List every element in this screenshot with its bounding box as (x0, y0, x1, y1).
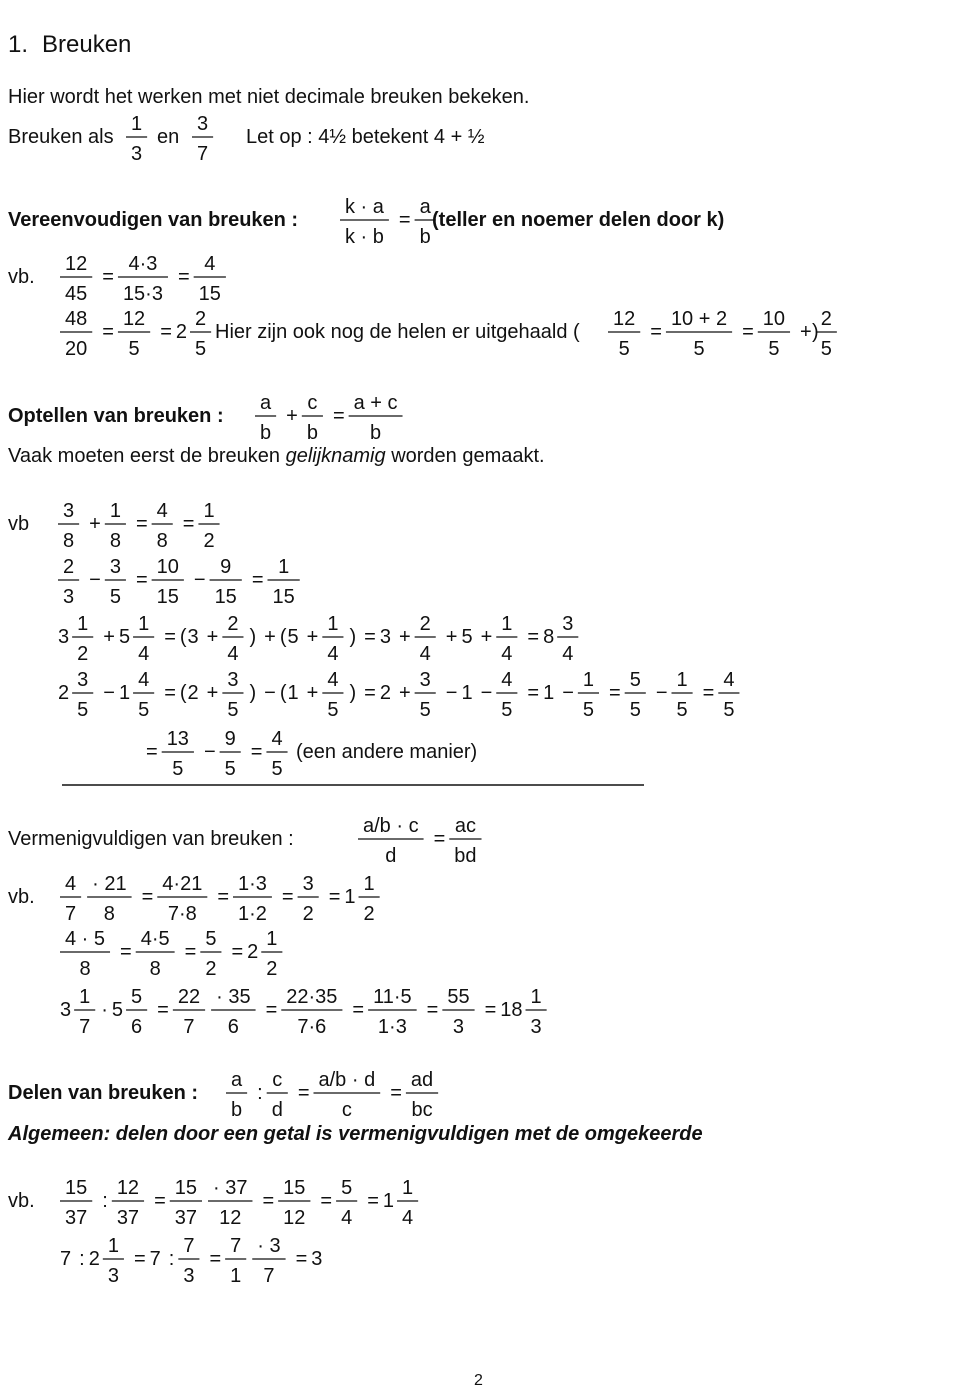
addition-example-1-3-op: = (135, 513, 148, 535)
addition-example-4-10-denominator: 5 (419, 699, 431, 721)
addition-example-4-21-op: − (655, 682, 668, 704)
simplify-formula-0-numerator: k · a (345, 196, 384, 218)
fraction-one-third-0-numerator: 1 (131, 113, 143, 135)
addition-formula-3-op: = (332, 405, 345, 427)
addition-example-3-4-lparen: ( (179, 626, 187, 648)
addition-example-3-16-numerator: 3 (562, 613, 574, 635)
addition-example-3-4-group-2-numerator: 2 (227, 613, 239, 635)
addition-example-2-2-numerator: 3 (109, 556, 121, 578)
multiplication-example-1-0-numerator: 4 (65, 873, 77, 895)
addition-example-4-11-op: − (445, 682, 458, 704)
addition-example-3-10-denominator: 4 (419, 643, 431, 665)
division-example-1-0-denominator: 37 (65, 1207, 88, 1229)
addition-example-4-16-value: 1 (543, 682, 555, 704)
multiplication-example-3-4-numerator: 22 (177, 986, 201, 1008)
simplify-remark-calc-1-op: = (650, 321, 662, 343)
multiplication-example-3-2-denominator: 6 (131, 1016, 143, 1038)
addition-example-3-4-group-1-op: + (206, 626, 219, 648)
division-example-1-8-op: = (320, 1190, 333, 1212)
addition-example-3-7-op: = (364, 626, 376, 648)
division-example-2-9-denominator: 7 (263, 1265, 275, 1287)
addition-example-4-7-op: = (364, 682, 376, 704)
simplify-formula-0-denominator: k · b (345, 226, 384, 248)
division-example-1-10-op: = (367, 1190, 379, 1212)
addition-example-3-6-group-0-value: 5 (287, 626, 299, 648)
division-example-1-9-numerator: 5 (341, 1177, 353, 1199)
addition-example-4-6-rparen: ) (349, 682, 357, 704)
multiplication-example-3-2-numerator: 5 (131, 986, 143, 1008)
addition-example-5-4-op: = (250, 741, 263, 763)
division-example-1-6-op: = (262, 1190, 275, 1212)
fraction-three-sevenths-0-denominator: 7 (197, 143, 209, 165)
addition-example-2-5-op: − (193, 569, 206, 591)
division-example-2-2-whole: 2 (88, 1248, 100, 1270)
division-example-1-2-numerator: 12 (116, 1177, 140, 1199)
addition-example-4-4-group-2-denominator: 5 (227, 699, 239, 721)
addition-example-2-4-denominator: 15 (156, 586, 179, 608)
note-before: Vaak moeten eerst de breuken (8, 445, 286, 467)
addition-example-3-6-group-1-op: + (306, 626, 319, 648)
addition-example-4-4-group-1-op: + (206, 682, 219, 704)
note-after: worden gemaakt. (385, 445, 545, 467)
division-example-2-8-numerator: 7 (230, 1235, 242, 1257)
addition-example-2-4-numerator: 10 (156, 556, 179, 578)
simplify-example-1-4-denominator: 15 (198, 283, 221, 305)
simplify-remark-calc-6-denominator: 5 (820, 338, 832, 360)
multiplication-formula-0-denominator: d (385, 845, 397, 867)
page-number: 2 (474, 1372, 483, 1389)
division-example-1-5-denominator: 12 (219, 1207, 242, 1229)
multiplication-example-2-2-numerator: 4·5 (140, 928, 170, 950)
addition-formula-2-denominator: b (306, 422, 318, 444)
division-example-1-7-denominator: 12 (283, 1207, 306, 1229)
multiplication-example-3-0-whole: 3 (60, 999, 72, 1021)
simplify-remark-calc-3-op: = (742, 321, 754, 343)
division-formula-1-op: : (257, 1082, 263, 1104)
multiplication-example-3-5-numerator: · 35 (216, 986, 251, 1008)
multiplication-example-1-3-numerator: 4·21 (162, 873, 203, 895)
addition-example-4-8-value: 2 (379, 682, 391, 704)
multiplication-example-1-0-denominator: 7 (65, 903, 77, 925)
multiplication-example-2-4-numerator: 5 (205, 928, 217, 950)
division-example-1-1-op: : (102, 1190, 108, 1212)
addition-example-4-4-rparen: ) (249, 682, 257, 704)
simplify-example-2-2-numerator: 12 (122, 308, 146, 330)
multiplication-formula-1-op: = (433, 828, 446, 850)
delen-label: Delen van breuken : (8, 1082, 199, 1104)
page-title: Breuken (42, 31, 132, 58)
addition-example-5-5-numerator: 4 (271, 728, 283, 750)
simplify-formula-2-numerator: a (419, 196, 431, 218)
division-example-2-10-op: = (295, 1248, 308, 1270)
division-formula-3-op: = (297, 1082, 310, 1104)
fraction-three-sevenths-0-numerator: 3 (197, 113, 209, 135)
addition-example-1-4-denominator: 8 (156, 530, 168, 552)
addition-example-4-1-op: − (103, 682, 115, 704)
multiplication-example-3-2-whole: 5 (111, 999, 124, 1021)
multiplication-example-2-6-numerator: 1 (266, 928, 278, 950)
division-formula-2-numerator: c (272, 1069, 283, 1091)
multiplication-example-1-4-op: = (217, 886, 229, 908)
multiplication-example-2-3-op: = (184, 941, 197, 963)
simplify-remark-calc-2-denominator: 5 (693, 338, 705, 360)
multiplication-example-1-5-numerator: 1·3 (238, 873, 267, 895)
multiplication-example-1-8-op: = (328, 886, 341, 908)
addition-example-2-7-op: = (251, 569, 264, 591)
addition-example-4-6-group-0-value: 1 (287, 682, 299, 704)
vb-label: vb. (8, 886, 35, 908)
multiplication-example-2-2-denominator: 8 (149, 958, 161, 980)
addition-example-4-17-op: − (562, 682, 574, 704)
addition-example-3-2-whole: 5 (118, 626, 131, 648)
addition-example-2-8-numerator: 1 (278, 556, 290, 578)
multiplication-example-3-12-op: = (484, 999, 497, 1021)
addition-example-3-3-op: = (164, 626, 176, 648)
division-example-2-0-value: 7 (60, 1248, 72, 1270)
multiplication-example-1-7-numerator: 3 (302, 873, 314, 895)
simplify-remark-calc-0-numerator: 12 (613, 308, 636, 330)
multiplication-example-2-0-numerator: 4 · 5 (65, 928, 106, 950)
division-example-2-2-numerator: 1 (107, 1235, 119, 1257)
en-text: en (157, 126, 180, 148)
multiplication-example-2-6-denominator: 2 (266, 958, 278, 980)
division-example-2-2-denominator: 3 (107, 1265, 119, 1287)
addition-example-4-18-numerator: 1 (582, 669, 594, 691)
addition-example-3-16-denominator: 4 (562, 643, 574, 665)
division-formula-5-op: = (390, 1082, 402, 1104)
multiplication-example-3-11-denominator: 3 (452, 1016, 465, 1038)
intro-line: Hier wordt het werken met niet decimale breuken bekeken. (8, 86, 530, 108)
addition-example-4-12-value: 1 (461, 682, 473, 704)
helen-remark-close: ) (812, 321, 819, 343)
addition-example-5-3-numerator: 9 (224, 728, 236, 750)
addition-example-5-1-numerator: 13 (166, 728, 189, 750)
simplify-remark-calc-0-denominator: 5 (618, 338, 630, 360)
multiplication-example-3-5-denominator: 6 (227, 1016, 239, 1038)
multiplication-example-3-13-numerator: 1 (530, 986, 542, 1008)
addition-example-4-2-whole: 1 (118, 682, 131, 704)
addition-example-4-4-group-0-value: 2 (187, 682, 199, 704)
simplify-example-2-4-denominator: 5 (195, 338, 207, 360)
multiplication-example-1-1-denominator: 8 (103, 903, 115, 925)
vb-label: vb (8, 513, 30, 535)
optellen-label: Optellen van breuken : (8, 405, 224, 427)
multiplication-example-1-3-denominator: 7·8 (167, 903, 197, 925)
addition-formula-0-numerator: a (260, 392, 272, 414)
division-example-2-11-value: 3 (311, 1248, 323, 1270)
division-example-1-5-numerator: · 37 (213, 1177, 248, 1199)
addition-example-3-12-value: 5 (461, 626, 473, 648)
multiplication-example-3-3-op: = (157, 999, 169, 1021)
multiplication-example-3-7-denominator: 7·6 (297, 1016, 327, 1038)
addition-example-4-6-group-2-denominator: 5 (327, 699, 339, 721)
simplify-remark-calc-2-numerator: 10 + 2 (670, 308, 728, 330)
addition-example-3-0-whole: 3 (58, 626, 70, 648)
division-formula-0-numerator: a (231, 1069, 243, 1091)
addition-example-3-2-denominator: 4 (138, 643, 150, 665)
vereenvoudigen-note: (teller en noemer delen door k) (432, 209, 725, 231)
addition-example-4-10-numerator: 3 (419, 669, 431, 691)
addition-example-5-2-op: − (203, 741, 216, 763)
addition-example-3-4-group-0-value: 3 (187, 626, 199, 648)
addition-example-1-0-denominator: 8 (63, 530, 75, 552)
addition-example-5-5-denominator: 5 (271, 758, 283, 780)
addition-example-3-1-op: + (103, 626, 115, 648)
addition-example-2-2-denominator: 5 (109, 586, 121, 608)
addition-example-3-16-whole: 8 (543, 626, 555, 648)
simplify-example-2-2-denominator: 5 (128, 338, 140, 360)
multiplication-example-3-9-numerator: 11·5 (373, 986, 412, 1008)
simplify-example-2-1-op: = (102, 321, 114, 343)
simplify-remark-calc-6-numerator: 2 (820, 308, 832, 330)
addition-example-4-14-denominator: 5 (501, 699, 513, 721)
addition-example-3-5-op: + (264, 626, 276, 648)
addition-example-1-4-numerator: 4 (156, 500, 168, 522)
simplify-example-1-0-denominator: 45 (65, 283, 88, 305)
division-example-2-1-op: : (79, 1248, 85, 1270)
addition-example-3-0-denominator: 2 (77, 643, 89, 665)
multiplication-example-3-1-value: · (101, 999, 108, 1021)
fraction-one-third-0-denominator: 3 (131, 143, 143, 165)
addition-example-3-6-lparen: ( (279, 626, 287, 648)
multiplication-example-3-7-numerator: 22·35 (286, 986, 338, 1008)
simplify-example-2-4-numerator: 2 (195, 308, 207, 330)
addition-example-3-15-op: = (527, 626, 540, 648)
addition-example-2-1-op: − (89, 569, 101, 591)
vermenigvuldigen-label: Vermenigvuldigen van breuken : (8, 828, 294, 850)
addition-example-4-13-op: − (480, 682, 493, 704)
division-example-1-4-numerator: 15 (174, 1177, 197, 1199)
addition-example-3-2-numerator: 1 (138, 613, 150, 635)
division-example-2-3-op: = (133, 1248, 146, 1270)
addition-example-1-2-numerator: 1 (109, 500, 121, 522)
multiplication-example-1-9-whole: 1 (344, 886, 356, 908)
addition-example-4-5-op: − (264, 682, 276, 704)
addition-example-3-13-op: + (480, 626, 493, 648)
addition-formula-0-denominator: b (260, 422, 272, 444)
addition-formula-1-op: + (286, 405, 298, 427)
section-number: 1. (8, 31, 29, 58)
addition-example-1-6-denominator: 2 (203, 530, 215, 552)
division-example-1-2-denominator: 37 (116, 1207, 140, 1229)
multiplication-example-1-5-denominator: 1·2 (238, 903, 267, 925)
addition-example-5-1-denominator: 5 (172, 758, 184, 780)
division-example-1-4-denominator: 37 (174, 1207, 197, 1229)
multiplication-formula-2-denominator: bd (454, 845, 477, 867)
simplify-remark-calc-4-denominator: 5 (768, 338, 780, 360)
addition-example-3-6-group-2-denominator: 4 (327, 643, 339, 665)
division-example-1-3-op: = (154, 1190, 166, 1212)
division-formula-0-denominator: b (231, 1099, 243, 1121)
division-formula-6-numerator: ad (410, 1069, 434, 1091)
addition-example-4-6-group-2-numerator: 4 (327, 669, 339, 691)
addition-example-3-9-op: + (398, 626, 411, 648)
division-example-1-7-numerator: 15 (283, 1177, 306, 1199)
addition-example-1-2-denominator: 8 (109, 530, 121, 552)
multiplication-example-3-11-numerator: 55 (447, 986, 470, 1008)
division-formula-2-denominator: d (271, 1099, 283, 1121)
addition-example-2-6-denominator: 15 (214, 586, 237, 608)
multiplication-formula-2-numerator: ac (454, 815, 476, 837)
multiplication-example-1-6-op: = (281, 886, 294, 908)
multiplication-example-1-9-numerator: 1 (363, 873, 375, 895)
simplify-formula-2-denominator: b (419, 226, 431, 248)
multiplication-example-1-9-denominator: 2 (363, 903, 375, 925)
alt-method-note: (een andere manier) (296, 741, 478, 763)
addition-example-4-3-op: = (164, 682, 176, 704)
addition-example-4-2-numerator: 4 (138, 669, 150, 691)
simplify-example-1-3-op: = (177, 266, 190, 288)
division-example-2-4-value: 7 (149, 1248, 161, 1270)
division-example-2-6-denominator: 3 (183, 1265, 195, 1287)
addition-example-3-4-group-2-denominator: 4 (227, 643, 239, 665)
simplify-example-1-1-op: = (102, 266, 114, 288)
simplify-example-1-2-denominator: 15·3 (122, 283, 163, 305)
multiplication-example-3-0-denominator: 7 (79, 1016, 91, 1038)
multiplication-example-3-0-numerator: 1 (79, 986, 91, 1008)
addition-formula-4-denominator: b (370, 422, 382, 444)
multiplication-example-3-4-denominator: 7 (183, 1016, 195, 1038)
addition-example-2-0-numerator: 2 (63, 556, 75, 578)
addition-example-4-4-group-2-numerator: 3 (227, 669, 239, 691)
addition-example-4-24-denominator: 5 (723, 699, 735, 721)
simplify-example-1-0-numerator: 12 (65, 253, 88, 275)
simplify-example-1-2-numerator: 4·3 (128, 253, 158, 275)
addition-example-3-6-group-2-numerator: 1 (327, 613, 339, 635)
note-italic: gelijknamig (285, 445, 386, 467)
addition-example-3-10-numerator: 2 (419, 613, 431, 635)
division-example-1-11-numerator: 1 (402, 1177, 414, 1199)
addition-example-3-4-rparen: ) (249, 626, 257, 648)
addition-example-4-24-numerator: 4 (723, 669, 735, 691)
division-example-2-7-op: = (209, 1248, 222, 1270)
multiplication-example-2-5-op: = (231, 941, 244, 963)
addition-example-2-0-denominator: 3 (63, 586, 75, 608)
addition-example-3-0-numerator: 1 (77, 613, 89, 635)
addition-example-4-9-op: + (398, 682, 411, 704)
addition-example-4-23-op: = (702, 682, 715, 704)
simplify-example-2-3-op: = (160, 321, 172, 343)
multiplication-example-1-1-numerator: · 21 (92, 873, 127, 895)
addition-example-4-15-op: = (527, 682, 540, 704)
multiplication-example-2-6-whole: 2 (247, 941, 259, 963)
addition-example-3-8-value: 3 (379, 626, 391, 648)
multiplication-example-1-7-denominator: 2 (302, 903, 314, 925)
multiplication-example-1-2-op: = (141, 886, 154, 908)
division-example-2-5-op: : (168, 1248, 175, 1270)
addition-example-4-6-lparen: ( (279, 682, 287, 704)
simplify-example-2-0-denominator: 20 (65, 338, 88, 360)
addition-example-3-14-numerator: 1 (501, 613, 513, 635)
simplify-remark-calc-5-op: + (800, 321, 812, 343)
multiplication-example-3-6-op: = (265, 999, 278, 1021)
addition-formula-2-numerator: c (307, 392, 318, 414)
addition-example-5-0-op: = (146, 741, 158, 763)
division-example-1-11-whole: 1 (382, 1190, 395, 1212)
addition-example-4-4-lparen: ( (179, 682, 187, 704)
division-example-2-6-numerator: 7 (183, 1235, 195, 1257)
multiplication-example-2-0-denominator: 8 (79, 958, 91, 980)
simplify-example-2-0-numerator: 48 (65, 308, 88, 330)
addition-example-4-14-numerator: 4 (501, 669, 513, 691)
addition-example-4-0-denominator: 5 (77, 699, 89, 721)
division-example-2-9-numerator: · 3 (257, 1235, 281, 1257)
vereenvoudigen-label: Vereenvoudigen van breuken : (8, 209, 299, 231)
addition-example-4-22-numerator: 1 (676, 669, 688, 691)
addition-example-1-1-op: + (89, 513, 101, 535)
helen-remark: Hier zijn ook nog de helen er uitgehaald ( (215, 321, 580, 343)
multiplication-example-3-8-op: = (352, 999, 365, 1021)
division-example-2-8-denominator: 1 (230, 1265, 242, 1287)
simplify-example-1-4-numerator: 4 (204, 253, 216, 275)
addition-example-3-14-denominator: 4 (501, 643, 513, 665)
vb-label: vb. (8, 1190, 35, 1212)
division-formula-4-numerator: a/b · d (318, 1069, 376, 1091)
simplify-example-2-4-whole: 2 (175, 321, 187, 343)
division-formula-4-denominator: c (341, 1099, 352, 1121)
addition-example-2-6-numerator: 9 (220, 556, 232, 578)
addition-formula-4-numerator: a + c (353, 392, 398, 414)
addition-example-4-19-op: = (609, 682, 621, 704)
multiplication-example-3-9-denominator: 1·3 (377, 1016, 407, 1038)
addition-example-1-5-op: = (182, 513, 195, 535)
addition-example-2-8-denominator: 15 (272, 586, 295, 608)
algemeen-rule: Algemeen: delen door een getal is vermenigvuldigen met de omgekeerde (8, 1123, 703, 1145)
breuken-als-text: Breuken als (8, 126, 114, 148)
division-formula-6-denominator: bc (411, 1099, 433, 1121)
addition-example-1-0-numerator: 3 (63, 500, 75, 522)
division-example-1-0-numerator: 15 (65, 1177, 88, 1199)
addition-example-3-6-rparen: ) (349, 626, 357, 648)
addition-example-4-20-numerator: 5 (629, 669, 641, 691)
simplify-formula-1-op: = (398, 209, 411, 231)
vb-label: vb. (8, 266, 35, 288)
multiplication-example-3-13-whole: 18 (500, 999, 523, 1021)
let-op-text: Let op : 4½ betekent 4 + ½ (246, 126, 485, 148)
multiplication-example-3-10-op: = (426, 999, 439, 1021)
multiplication-example-2-4-denominator: 2 (205, 958, 217, 980)
addition-example-5-3-denominator: 5 (224, 758, 236, 780)
addition-example-4-18-denominator: 5 (582, 699, 594, 721)
division-example-1-9-denominator: 4 (341, 1207, 353, 1229)
addition-example-4-2-denominator: 5 (138, 699, 150, 721)
addition-example-2-3-op: = (135, 569, 148, 591)
multiplication-example-3-13-denominator: 3 (530, 1016, 542, 1038)
addition-example-4-22-denominator: 5 (676, 699, 688, 721)
multiplication-example-2-1-op: = (120, 941, 132, 963)
addition-example-1-6-numerator: 1 (203, 500, 215, 522)
simplify-remark-calc-4-numerator: 10 (762, 308, 786, 330)
division-example-1-11-denominator: 4 (402, 1207, 414, 1229)
addition-example-4-20-denominator: 5 (629, 699, 641, 721)
addition-example-3-11-op: + (445, 626, 458, 648)
addition-example-4-0-whole: 2 (58, 682, 70, 704)
addition-example-4-6-group-1-op: + (306, 682, 319, 704)
addition-example-4-0-numerator: 3 (77, 669, 89, 691)
multiplication-formula-0-numerator: a/b · c (363, 815, 419, 837)
